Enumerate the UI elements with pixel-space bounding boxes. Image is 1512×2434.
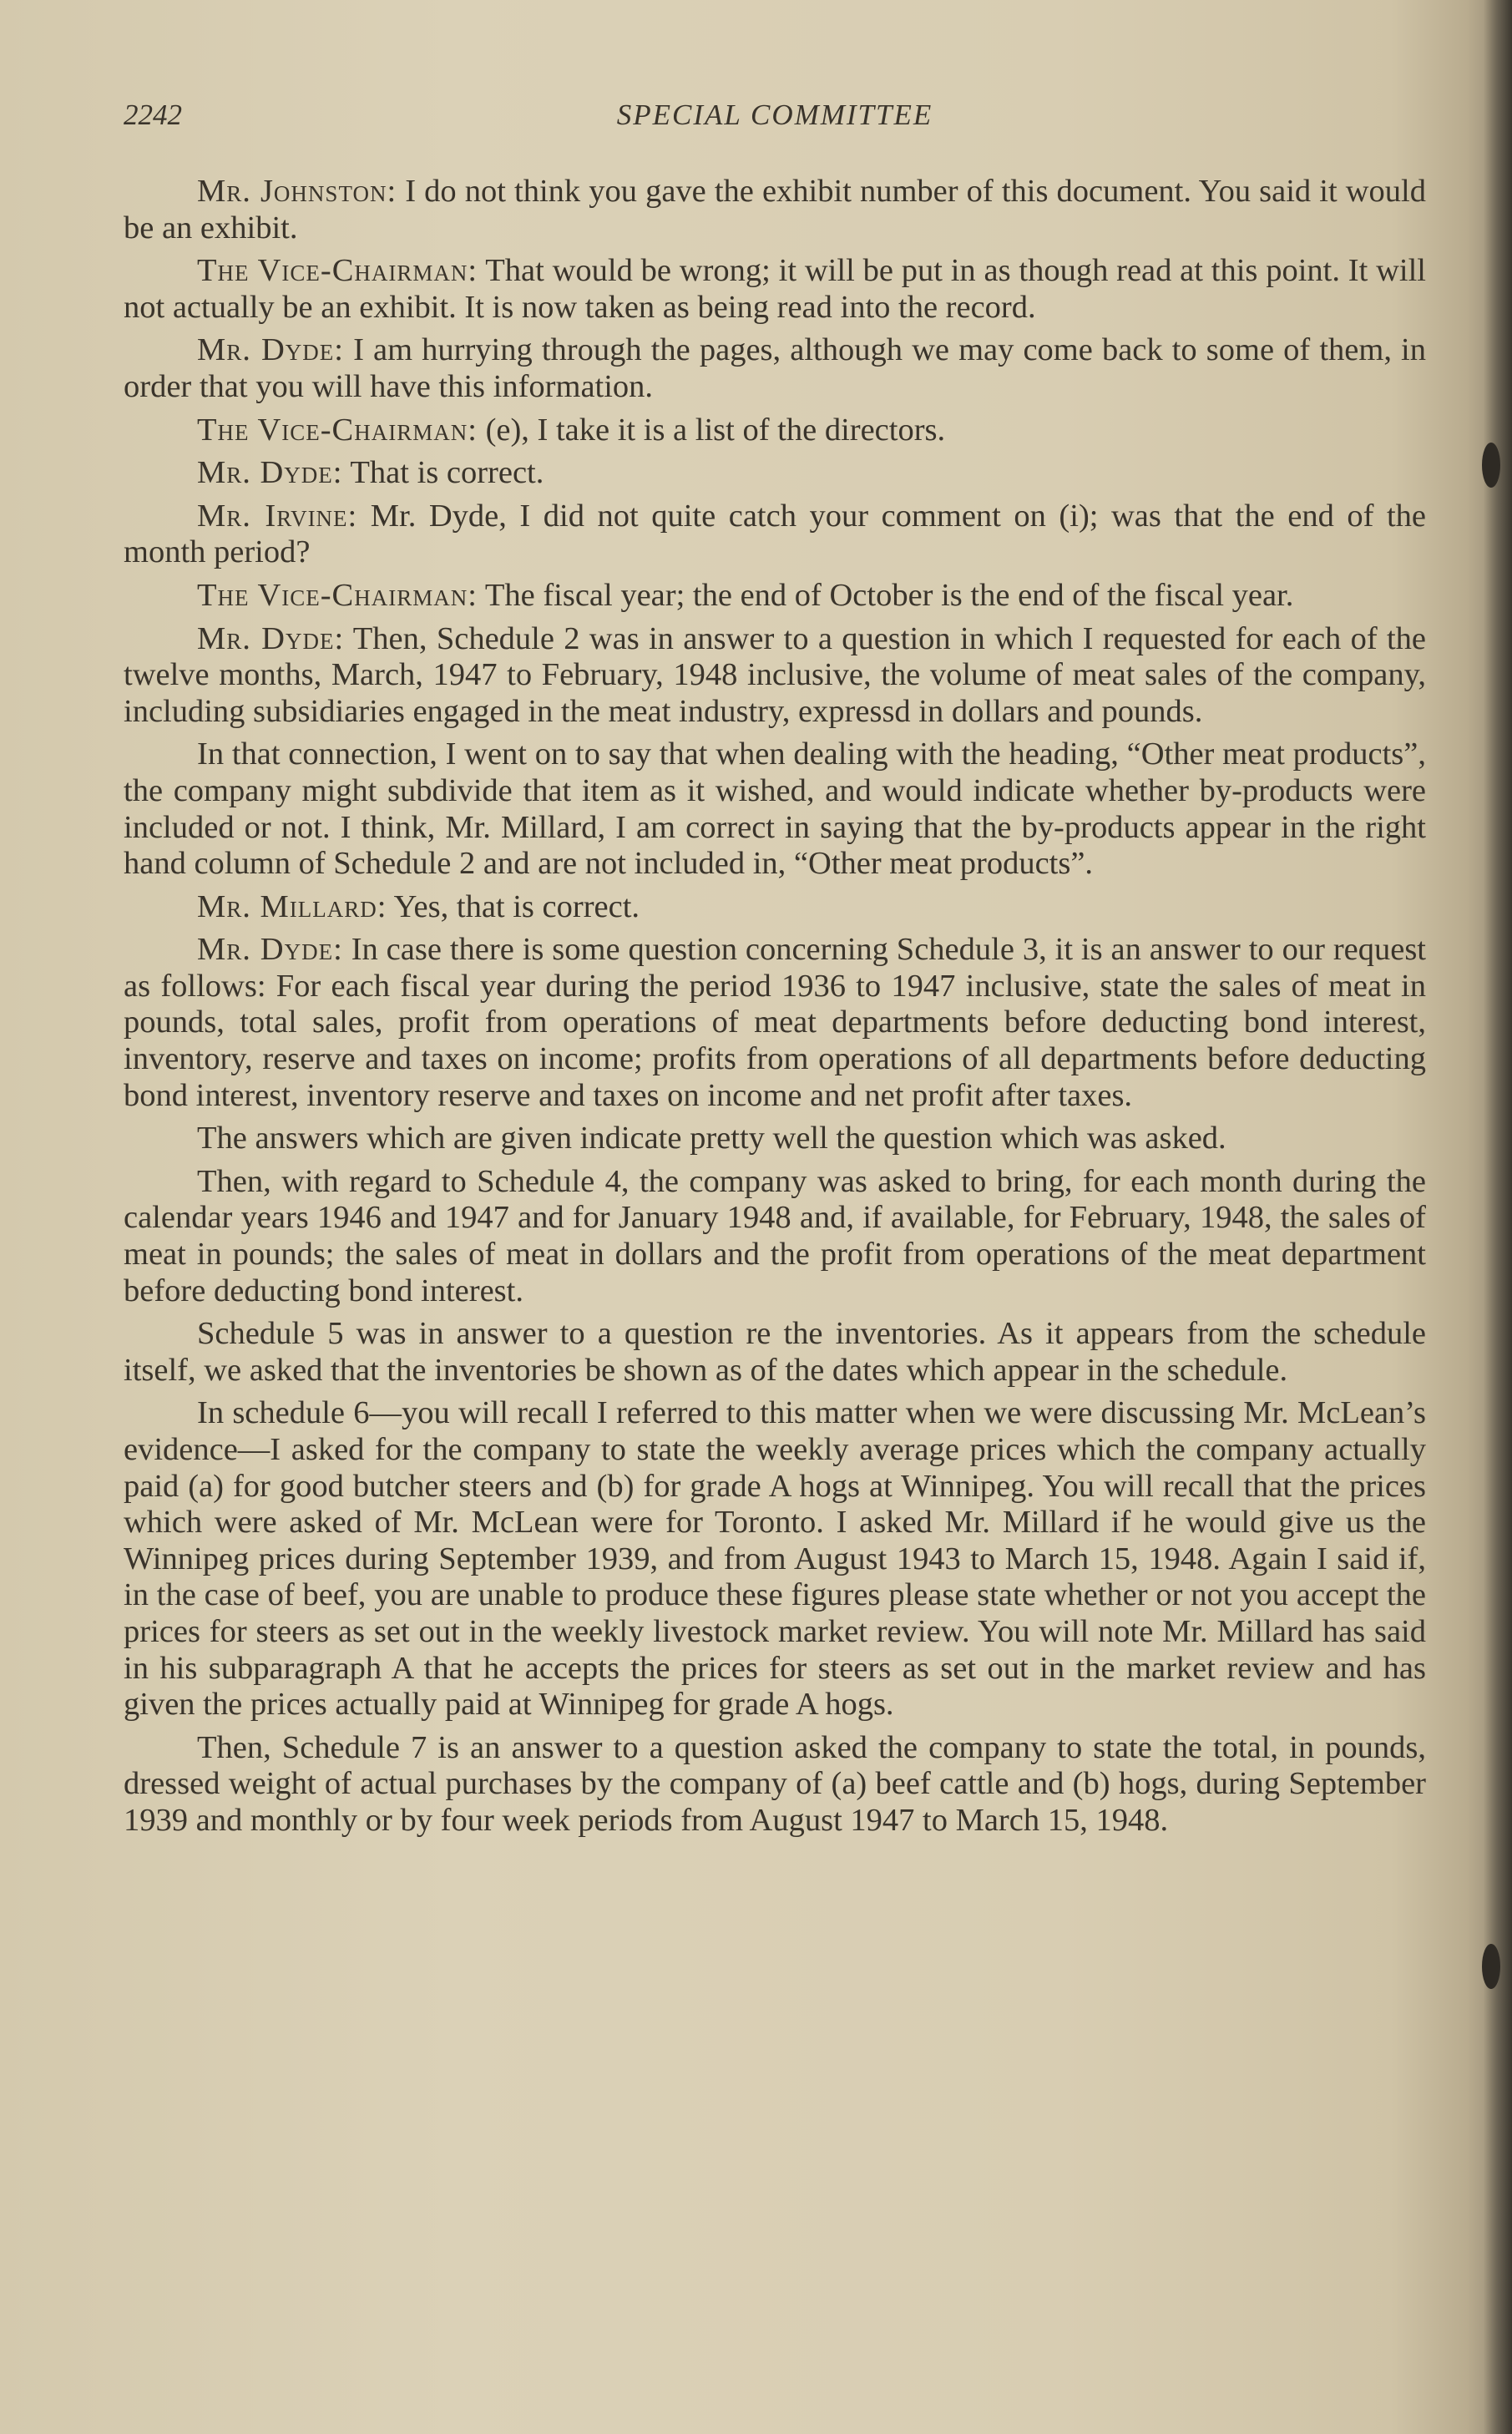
paragraph-text: Schedule 5 was in answer to a question re the inventories. As it appears from the schedule itself, we asked that the inventories be shown as of the dates which appear in the schedule. <box>124 1316 1426 1388</box>
speaker-name: Mr. Johnston: <box>197 174 397 209</box>
binding-ring-mark <box>1482 1944 1500 1989</box>
transcript-paragraph <box>124 1316 1426 1389</box>
paragraph-text: I am hurrying through the pages, although we may come back to some of them, in order that you will have this information. <box>124 332 1426 404</box>
transcript-paragraph <box>124 932 1426 1114</box>
transcript-paragraph <box>124 455 1426 492</box>
speaker-name: The Vice-Chairman: <box>197 577 478 613</box>
transcript-paragraph <box>124 174 1426 246</box>
transcript-paragraph <box>124 1121 1426 1157</box>
speaker-name: Mr. Irvine: <box>197 498 358 534</box>
binding-ring-mark <box>1482 443 1500 488</box>
transcript-paragraph <box>124 621 1426 731</box>
transcript-paragraph <box>124 736 1426 882</box>
paragraph-text: Mr. Dyde, I did not quite catch your comment on (i); was that the end of the month period? <box>124 498 1426 570</box>
transcript-paragraph <box>124 1164 1426 1309</box>
paragraph-text: The fiscal year; the end of October is the end of the fiscal year. <box>477 577 1294 613</box>
transcript-paragraph <box>124 889 1426 926</box>
transcript-paragraph <box>124 1730 1426 1839</box>
paragraph-text: That is correct. <box>342 455 544 491</box>
speaker-name: Mr. Millard: <box>197 888 387 924</box>
paragraph-text: That would be wrong; it will be put in as though read at this point. It will not actually be an exhibit. It is now taken as being read into the record. <box>124 253 1426 325</box>
transcript-paragraph <box>124 1395 1426 1723</box>
transcript-paragraph <box>124 498 1426 571</box>
transcript-paragraph <box>124 578 1426 615</box>
paragraph-text: Then, Schedule 2 was in answer to a question in which I requested for each of the twelve months, March, 1947 to February, 1948 inclusive, the volume of meat sales of the company, including subsidiaries engaged in the meat industry, expressd in dollars and pounds. <box>124 620 1426 729</box>
transcript-paragraph <box>124 253 1426 326</box>
speaker-name: Mr. Dyde: <box>197 455 343 491</box>
transcript-body <box>124 174 1426 1846</box>
transcript-paragraph <box>124 332 1426 405</box>
paragraph-text: I do not think you gave the exhibit number of this document. You said it would be an exhibit. <box>124 174 1427 245</box>
paragraph-text: In case there is some question concerning Schedule 3, it is an answer to our request as follows: For each fiscal year during the period 1936 to 1947 inclusive, state the sales of meat in pounds, total sales, profit from operations of meat departments before deducting bond interest, inventory, reserve and taxes on income; profits from operations of all departments before deducting bond interest, inventory reserve and taxes on income and net profit after taxes. <box>124 932 1427 1113</box>
paragraph-text: The answers which are given indicate pretty well the question which was asked. <box>197 1121 1226 1156</box>
paragraph-text: Then, with regard to Schedule 4, the company was asked to bring, for each month during the calendar years 1946 and 1947 and for January 1948 and, if available, for February, 1948, the sales of meat in pounds; the sales of meat in dollars and the profit from operations of the meat department before deducting bond interest. <box>124 1163 1426 1308</box>
paragraph-text: In schedule 6—you will recall I referred to this matter when we were discussing Mr. McLean’s evidence—I asked for the company to state the weekly average prices which the company actually paid (a) for good butcher steers and (b) for grade A hogs at Winnipeg. You will recall that the prices which were asked of Mr. McLean were for Toronto. I asked Mr. Millard if he would give us the Winnipeg prices during September 1939, and from August 1943 to March 15, 1948. Again I said if, in the case of beef, you are unable to produce these figures please state whether or not you accept the prices for steers as set out in the weekly livestock market review. You will note Mr. Millard has said in his subparagraph A that he accepts the prices for steers as set out in the market review and has given the prices actually paid at Winnipeg for grade A hogs. <box>124 1395 1426 1723</box>
paragraph-text: Then, Schedule 7 is an answer to a question asked the company to state the total, in pounds, dressed weight of actual purchases by the company of (a) beef cattle and (b) hogs, during September 1939 and monthly or by four week periods from August 1947 to March 15, 1948. <box>124 1729 1426 1838</box>
running-head: SPECIAL COMMITTEE <box>616 99 933 131</box>
book-spine-shadow <box>1484 0 1512 2434</box>
paragraph-text: Yes, that is correct. <box>387 888 640 924</box>
page-number: 2242 <box>124 99 182 131</box>
transcript-paragraph <box>124 412 1426 449</box>
paragraph-text: In that connection, I went on to say that when dealing with the heading, “Other meat products”, the company might subdivide that item as it wished, and would indicate whether by-products were included or not. I think, Mr. Millard, I am correct in saying that the by-products appear in the right hand column of Schedule 2 and are not included in, “Other meat products”. <box>124 736 1426 882</box>
speaker-name: The Vice-Chairman: <box>197 253 478 289</box>
speaker-name: Mr. Dyde: <box>197 332 344 368</box>
speaker-name: Mr. Dyde: <box>197 932 343 968</box>
paragraph-text: (e), I take it is a list of the directors. <box>477 412 946 448</box>
page-header <box>124 99 1426 140</box>
speaker-name: Mr. Dyde: <box>197 620 345 656</box>
speaker-name: The Vice-Chairman: <box>197 412 478 448</box>
